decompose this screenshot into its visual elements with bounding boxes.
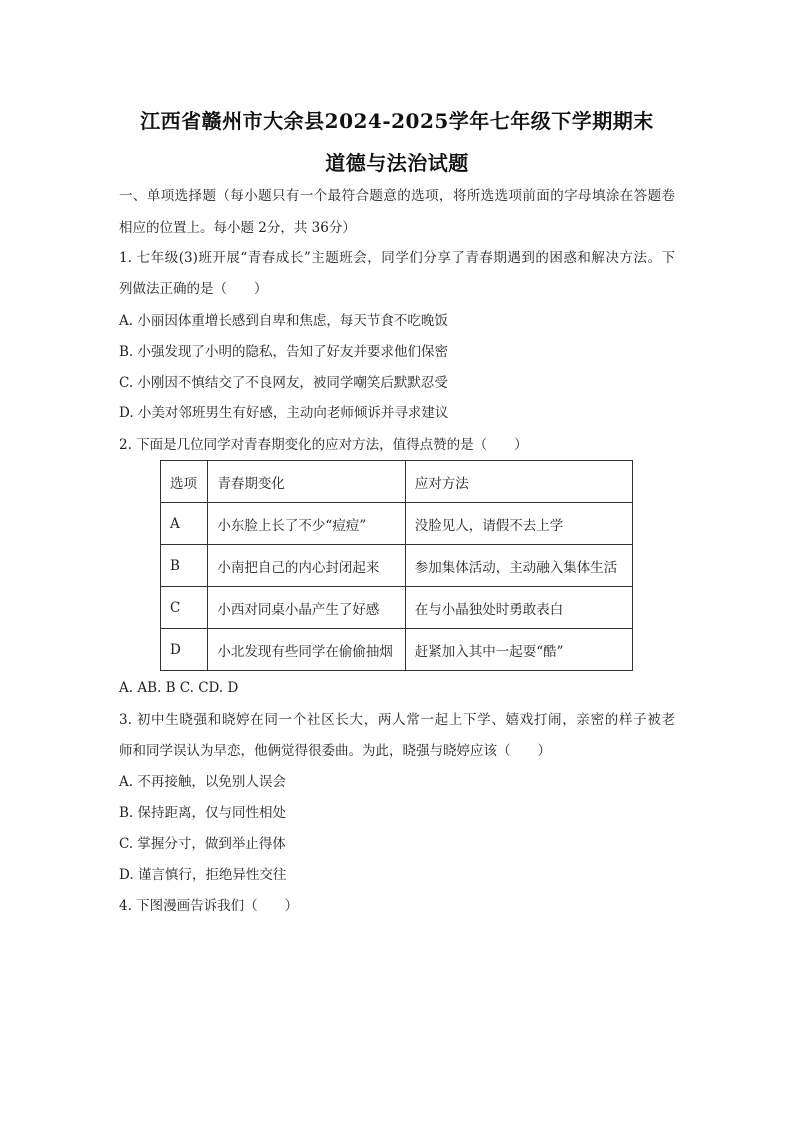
section-heading-continued: 相应的位置上。每小题 2分，共 36分） — [119, 220, 356, 236]
question-3-option-d: D. 谨言慎行，拒绝异性交往 — [119, 867, 287, 883]
table-cell: D — [161, 629, 208, 671]
question-3-option-c: C. 掌握分寸，做到举止得体 — [119, 836, 286, 852]
question-3-stem-continued: 师和同学误认为早恋，他俩觉得很委曲。为此，晓强与晓婷应该（ ） — [119, 743, 551, 759]
table-header-row — [161, 461, 633, 503]
table-cell: 参加集体活动，主动融入集体生活 — [405, 545, 632, 587]
table-cell: 小北发现有些同学在偷偷抽烟 — [208, 629, 405, 671]
exam-subtitle: 道德与法治试题 — [325, 151, 469, 175]
question-2-options: A. AB. B C. CD. D — [119, 680, 239, 696]
table-cell: C — [161, 587, 208, 629]
table-row — [161, 545, 633, 587]
table-cell: 赶紧加入其中一起耍“酷” — [405, 629, 632, 671]
question-1-option-b: B. 小强发现了小明的隐私，告知了好友并要求他们保密 — [119, 344, 449, 360]
question-2-table — [160, 460, 633, 671]
table-row — [161, 503, 633, 545]
question-1-option-a: A. 小丽因体重增长感到自卑和焦虑，每天节食不吃晚饭 — [119, 313, 448, 329]
table-cell: 在与小晶独处时勇敢表白 — [405, 587, 632, 629]
exam-title: 江西省赣州市大余县2024-2025学年七年级下学期期末 — [140, 109, 654, 133]
table-header-cell: 青春期变化 — [208, 461, 405, 503]
question-2-stem: 2. 下面是几位同学对青春期变化的应对方法，值得点赞的是（ ） — [119, 437, 528, 453]
table-row — [161, 629, 633, 671]
question-1-option-c: C. 小刚因不慎结交了不良网友，被同学嘲笑后默默忍受 — [119, 375, 448, 391]
question-1-stem: 1. 七年级(3)班开展“青春成长”主题班会，同学们分享了青春期遇到的困惑和解决方法。下 — [119, 250, 675, 266]
question-3-option-b: B. 保持距离，仅与同性相处 — [119, 805, 287, 821]
question-1-option-d: D. 小美对邻班男生有好感，主动向老师倾诉并寻求建议 — [119, 405, 449, 421]
table-cell: B — [161, 545, 208, 587]
table-header-cell: 应对方法 — [405, 461, 632, 503]
table-cell: 小南把自己的内心封闭起来 — [208, 545, 405, 587]
table-cell: A — [161, 503, 208, 545]
question-1-stem-continued: 列做法正确的是（ ） — [119, 281, 268, 297]
question-3-stem: 3. 初中生晓强和晓婷在同一个社区长大，两人常一起上下学、嬉戏打闹，亲密的样子被老 — [119, 712, 675, 728]
table-row — [161, 587, 633, 629]
question-4-stem: 4. 下图漫画告诉我们（ ） — [119, 898, 299, 914]
table-cell: 小西对同桌小晶产生了好感 — [208, 587, 405, 629]
question-3-option-a: A. 不再接触，以免别人误会 — [119, 774, 286, 790]
section-heading: 一、单项选择题（每小题只有一个最符合题意的选项，将所选选项前面的字母填涂在答题卷 — [119, 188, 675, 204]
table-cell: 小东脸上长了不少“痘痘” — [208, 503, 405, 545]
table-header-cell: 选项 — [161, 461, 208, 503]
table-cell: 没脸见人，请假不去上学 — [405, 503, 632, 545]
